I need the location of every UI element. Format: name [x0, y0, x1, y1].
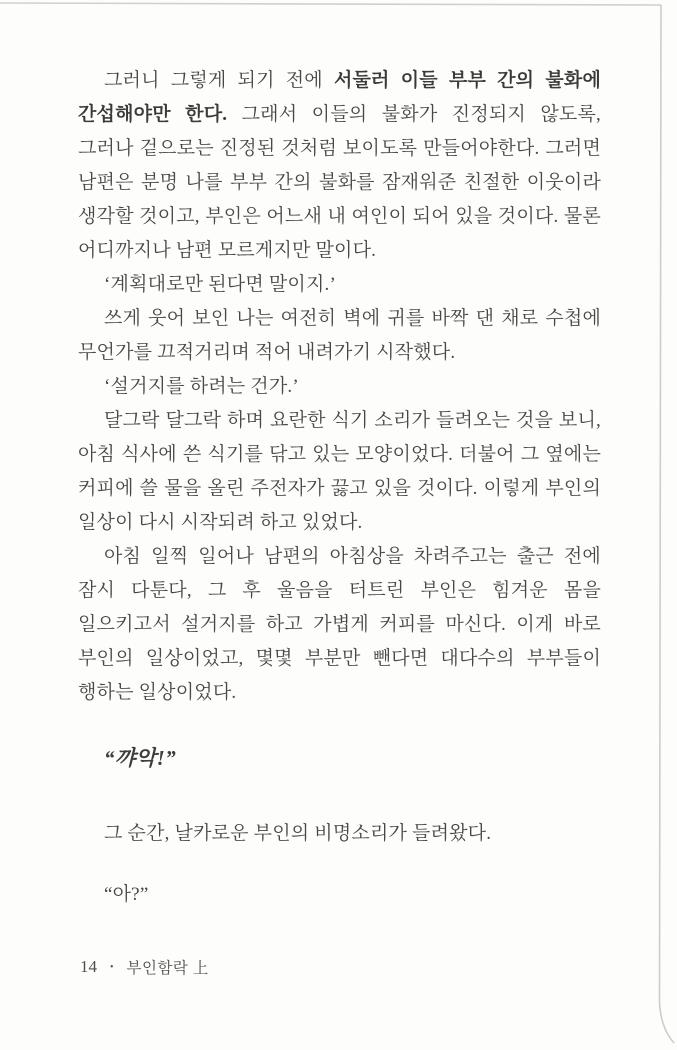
book-title: 부인함락 上	[126, 960, 209, 977]
page-number: 14	[80, 957, 97, 976]
paragraph-text: 그래서 이들의 불화가 진정되지 않도록, 그러나 겉으로는 진정된 것처럼 보이도록 만들어야한다. 그러면 남편은 분명 나를 부부 간의 불화를 잠재워준 친절한 이웃이라 생각할 것이고, 부인은 어느새 내 여인이 되어 있을 것이다. 물론 어디까지나 남편 모르게지만 말이다.	[78, 104, 601, 261]
paragraph-text: 그러니 그렇게 되기 전에	[104, 70, 334, 91]
paragraph-plan	[78, 64, 601, 268]
paragraph-monologue-dishes: ‘설거지를 하려는 건가.’	[104, 376, 299, 397]
paragraph-exclamation: “아?”	[104, 884, 149, 905]
paragraph-monologue-plan: ‘계획대로만 된다면 말이지.’	[104, 274, 336, 295]
paragraph-notebook: 쓰게 웃어 보인 나는 여전히 벽에 귀를 바짝 댄 채로 수첩에 무언가를 끄적거리며 적어 내려가기 시작했다.	[78, 308, 601, 363]
paragraph-kitchen-sounds: 달그락 달그락 하며 요란한 식기 소리가 들려오는 것을 보니, 아침 식사에 쓴 식기를 닦고 있는 모양이었다. 더불어 그 옆에는 커피에 쓸 물을 올린 주전자가 끓고 있을 것이다. 이렇게 부인의 일상이 다시 시작되려 하고 있었다.	[78, 410, 601, 533]
paragraph-scream: “꺄악!”	[104, 746, 177, 770]
page-text	[78, 64, 601, 912]
paragraph-scream-heard: 그 순간, 날카로운 부인의 비명소리가 들려왔다.	[104, 823, 492, 844]
footer-bullet-icon: •	[110, 961, 114, 973]
paragraph-daily-routine: 아침 일찍 일어나 남편의 아침상을 차려주고는 출근 전에 잠시 다툰다, 그 후 울음을 터트린 부인은 힘겨운 몸을 일으키고서 설거지를 하고 가볍게 커피를 마신다. 이게 바로 부인의 일상이었고, 몇몇 부분만 뺀다면 대다수의 부부들이 행하는 일상이었다.	[78, 546, 601, 703]
page-footer	[80, 956, 209, 978]
paragraph-text-bold: 서둘러 이들 부부 간의 불화에 간섭해야만 한다.	[78, 70, 602, 125]
